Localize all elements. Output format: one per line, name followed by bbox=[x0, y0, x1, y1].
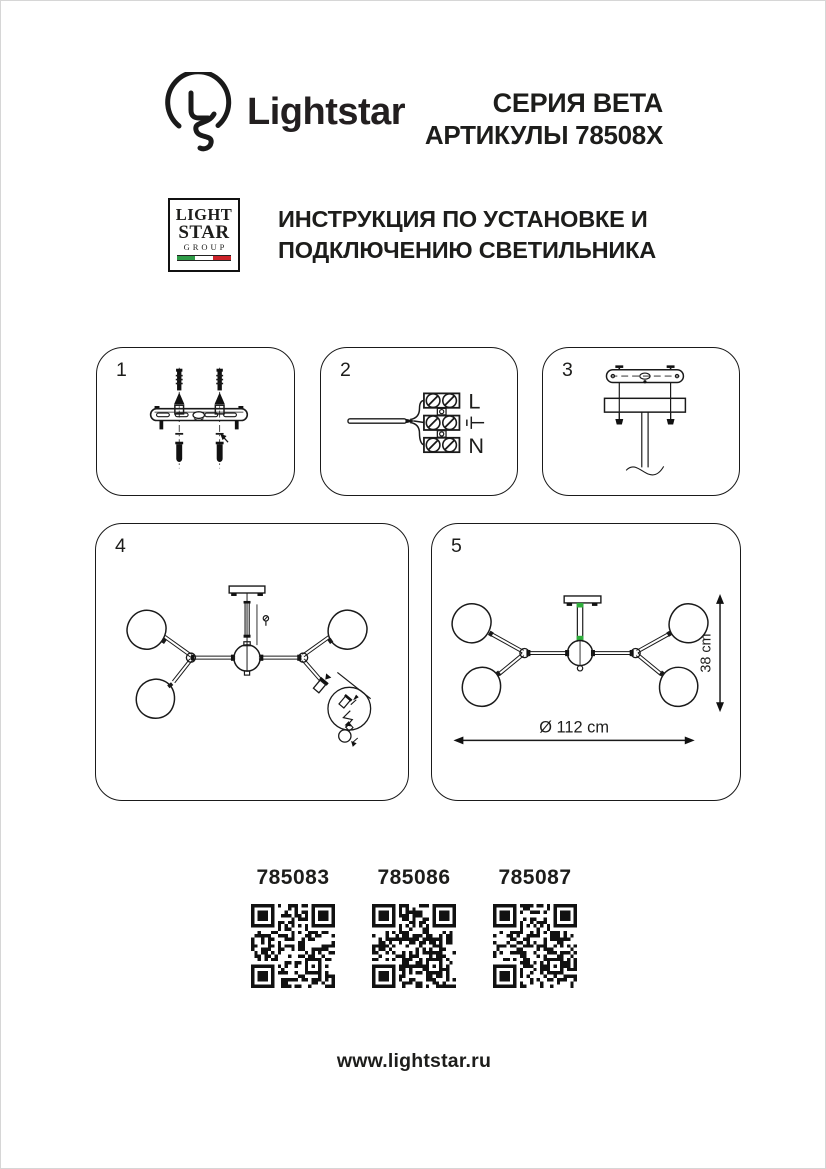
document-title-line2: ПОДКЛЮЧЕНИЮ СВЕТИЛЬНИКА bbox=[278, 237, 656, 263]
qr-code bbox=[251, 904, 335, 988]
page-header bbox=[1, 1, 826, 291]
ground-icon bbox=[467, 417, 484, 429]
attachment-highlight bbox=[577, 603, 584, 608]
product-qr-section bbox=[1, 865, 826, 988]
step-number: 5 bbox=[451, 535, 462, 557]
mounting-bracket-diagram bbox=[97, 348, 294, 495]
badge-star: STAR bbox=[178, 222, 230, 243]
website-footer bbox=[1, 1050, 826, 1073]
articles-title: АРТИКУЛЫ 78508X bbox=[424, 120, 663, 150]
italian-flag-stripe bbox=[177, 255, 231, 261]
neutral-label: N bbox=[468, 433, 485, 459]
step-panel-3 bbox=[542, 347, 740, 496]
qr-code bbox=[493, 904, 577, 988]
badge-light: LIGHT bbox=[175, 205, 233, 224]
chandelier-assembly-diagram bbox=[96, 524, 408, 800]
live-label: L bbox=[468, 388, 481, 414]
flag-white bbox=[195, 256, 213, 260]
glass-shade bbox=[132, 675, 179, 722]
break-line bbox=[626, 466, 663, 474]
bulb-icon bbox=[339, 721, 358, 747]
product-column bbox=[372, 865, 456, 988]
step-panel-4 bbox=[95, 523, 409, 801]
article-number: 785086 bbox=[377, 866, 451, 889]
step-number: 1 bbox=[116, 359, 127, 381]
terminal-block bbox=[424, 438, 460, 452]
terminal-block bbox=[424, 416, 460, 430]
canopy-assembly-diagram bbox=[543, 348, 739, 495]
height-label: 38 cm bbox=[698, 633, 715, 673]
article-number: 785083 bbox=[256, 866, 330, 889]
product-column bbox=[251, 865, 335, 988]
diameter-label: Ø 112 cm bbox=[539, 718, 609, 737]
terminal-block-wiring-diagram bbox=[321, 348, 517, 495]
website-url: www.lightstar.ru bbox=[336, 1050, 492, 1072]
step-number: 4 bbox=[115, 535, 126, 557]
product-column bbox=[493, 865, 577, 988]
glass-shade bbox=[459, 664, 505, 710]
lightstar-group-badge bbox=[168, 198, 240, 272]
glass-shade bbox=[326, 608, 369, 651]
attachment-highlight bbox=[577, 636, 584, 641]
series-block bbox=[341, 87, 663, 151]
step-number: 3 bbox=[562, 359, 573, 381]
terminal-block bbox=[424, 393, 460, 407]
qr-code bbox=[372, 904, 456, 988]
diameter-dimension bbox=[453, 718, 694, 744]
dimensions-diagram bbox=[432, 524, 740, 800]
brand-wordmark: Lightstar bbox=[247, 91, 406, 133]
glass-shade bbox=[450, 601, 494, 645]
document-title-line1: ИНСТРУКЦИЯ ПО УСТАНОВКЕ И bbox=[278, 206, 648, 232]
flag-red bbox=[213, 256, 231, 260]
glass-shade bbox=[655, 663, 702, 710]
article-number: 785087 bbox=[498, 866, 572, 889]
step-number: 2 bbox=[340, 359, 351, 381]
step-panel-2 bbox=[320, 347, 518, 496]
badge-group: GROUP bbox=[183, 242, 228, 252]
step-panel-1 bbox=[96, 347, 295, 496]
wall-anchor-icon bbox=[175, 442, 183, 462]
wall-anchor-icon bbox=[216, 442, 224, 462]
screw-icon bbox=[263, 616, 268, 626]
document-title bbox=[278, 204, 656, 266]
glass-shade bbox=[124, 607, 169, 652]
lightstar-logo-icon bbox=[162, 72, 246, 158]
step-panel-5 bbox=[431, 523, 741, 801]
series-title: СЕРИЯ BETA bbox=[492, 88, 663, 118]
flag-green bbox=[177, 256, 195, 260]
